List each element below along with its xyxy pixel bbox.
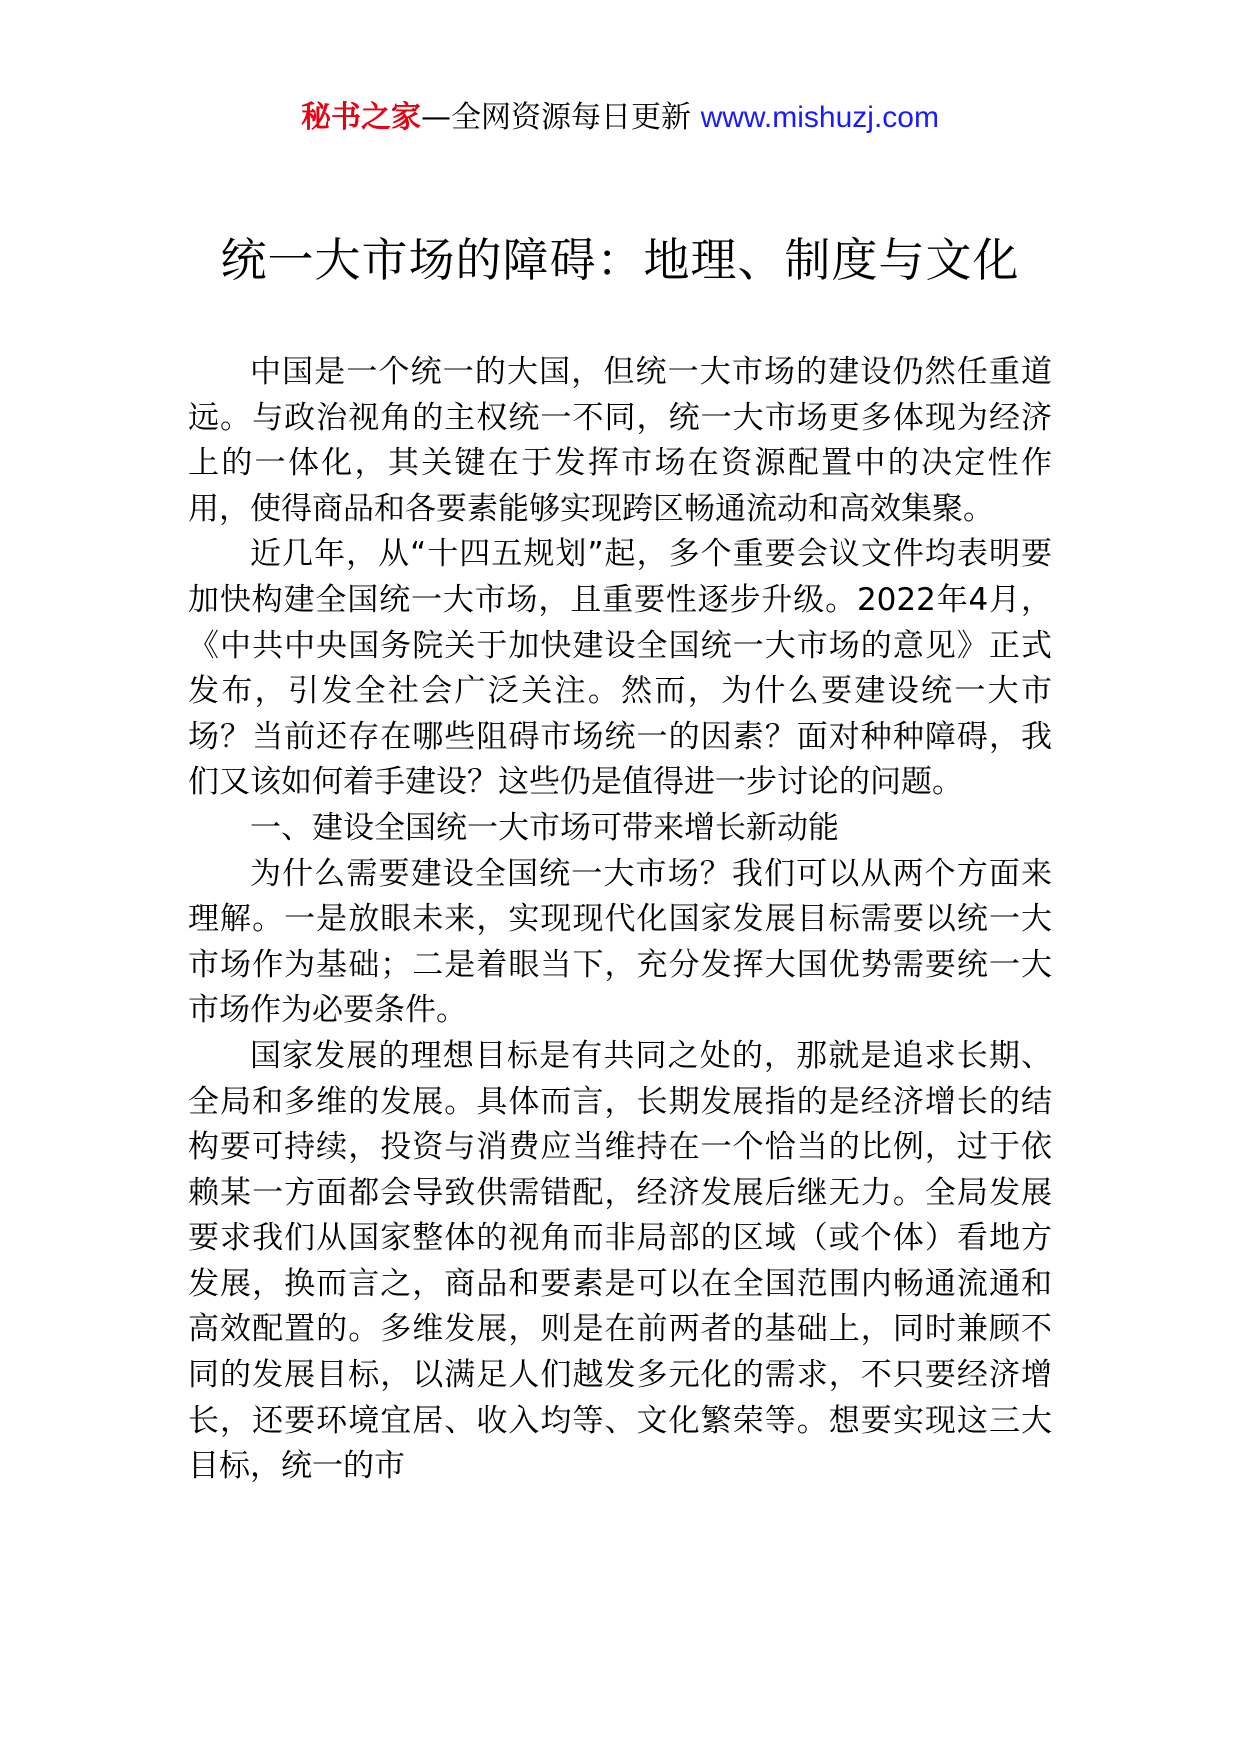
- site-url-link[interactable]: www.mishuzj.com: [700, 101, 939, 134]
- section-heading-1: 一、建设全国统一大市场可带来增长新动能: [250, 809, 839, 846]
- paragraph-background: 近几年，从“十四五规划”起，多个重要会议文件均表明要加快构建全国统一大市场，且重要性逐步升级。2022年4月，《中共中央国务院关于加快建设全国统一大市场的意见》正式发布，引发全社会广泛关注。然而，为什么要建设统一大市场？当前还存在哪些阻碍市场统一的因素？面对种种障碍，我们又该如何着手建设？这些仍是值得进一步讨论的问题。: [188, 536, 1052, 801]
- document-body: [188, 350, 1052, 1490]
- header-slogan: —全网资源每日更新: [421, 100, 701, 135]
- brand-name: 秘书之家: [301, 100, 422, 135]
- document-title: 统一大市场的障碍：地理、制度与文化: [220, 233, 1020, 287]
- site-header: [0, 98, 1240, 138]
- paragraph-intro: 中国是一个统一的大国，但统一大市场的建设仍然任重道远。与政治视角的主权统一不同，统一大市场更多体现为经济上的一体化，其关键在于发挥市场在资源配置中的决定性作用，使得商品和各要素能够实现跨区畅通流动和高效集聚。: [188, 354, 1052, 527]
- paragraph-goals: 国家发展的理想目标是有共同之处的，那就是追求长期、全局和多维的发展。具体而言，长期发展指的是经济增长的结构要可持续，投资与消费应当维持在一个恰当的比例，过于依赖某一方面都会导致供需错配，经济发展后继无力。全局发展要求我们从国家整体的视角而非局部的区域（或个体）看地方发展，换而言之，商品和要素是可以在全国范围内畅通流通和高效配置的。多维发展，则是在前两者的基础上，同时兼顾不同的发展目标，以满足人们越发多元化的需求，不只要经济增长，还要环境宜居、收入均等、文化繁荣等。想要实现这三大目标，统一的市: [188, 1037, 1052, 1485]
- paragraph-why: 为什么需要建设全国统一大市场？我们可以从两个方面来理解。一是放眼未来，实现现代化国家发展目标需要以统一大市场作为基础；二是着眼当下，充分发挥大国优势需要统一大市场作为必要条件。: [188, 855, 1052, 1029]
